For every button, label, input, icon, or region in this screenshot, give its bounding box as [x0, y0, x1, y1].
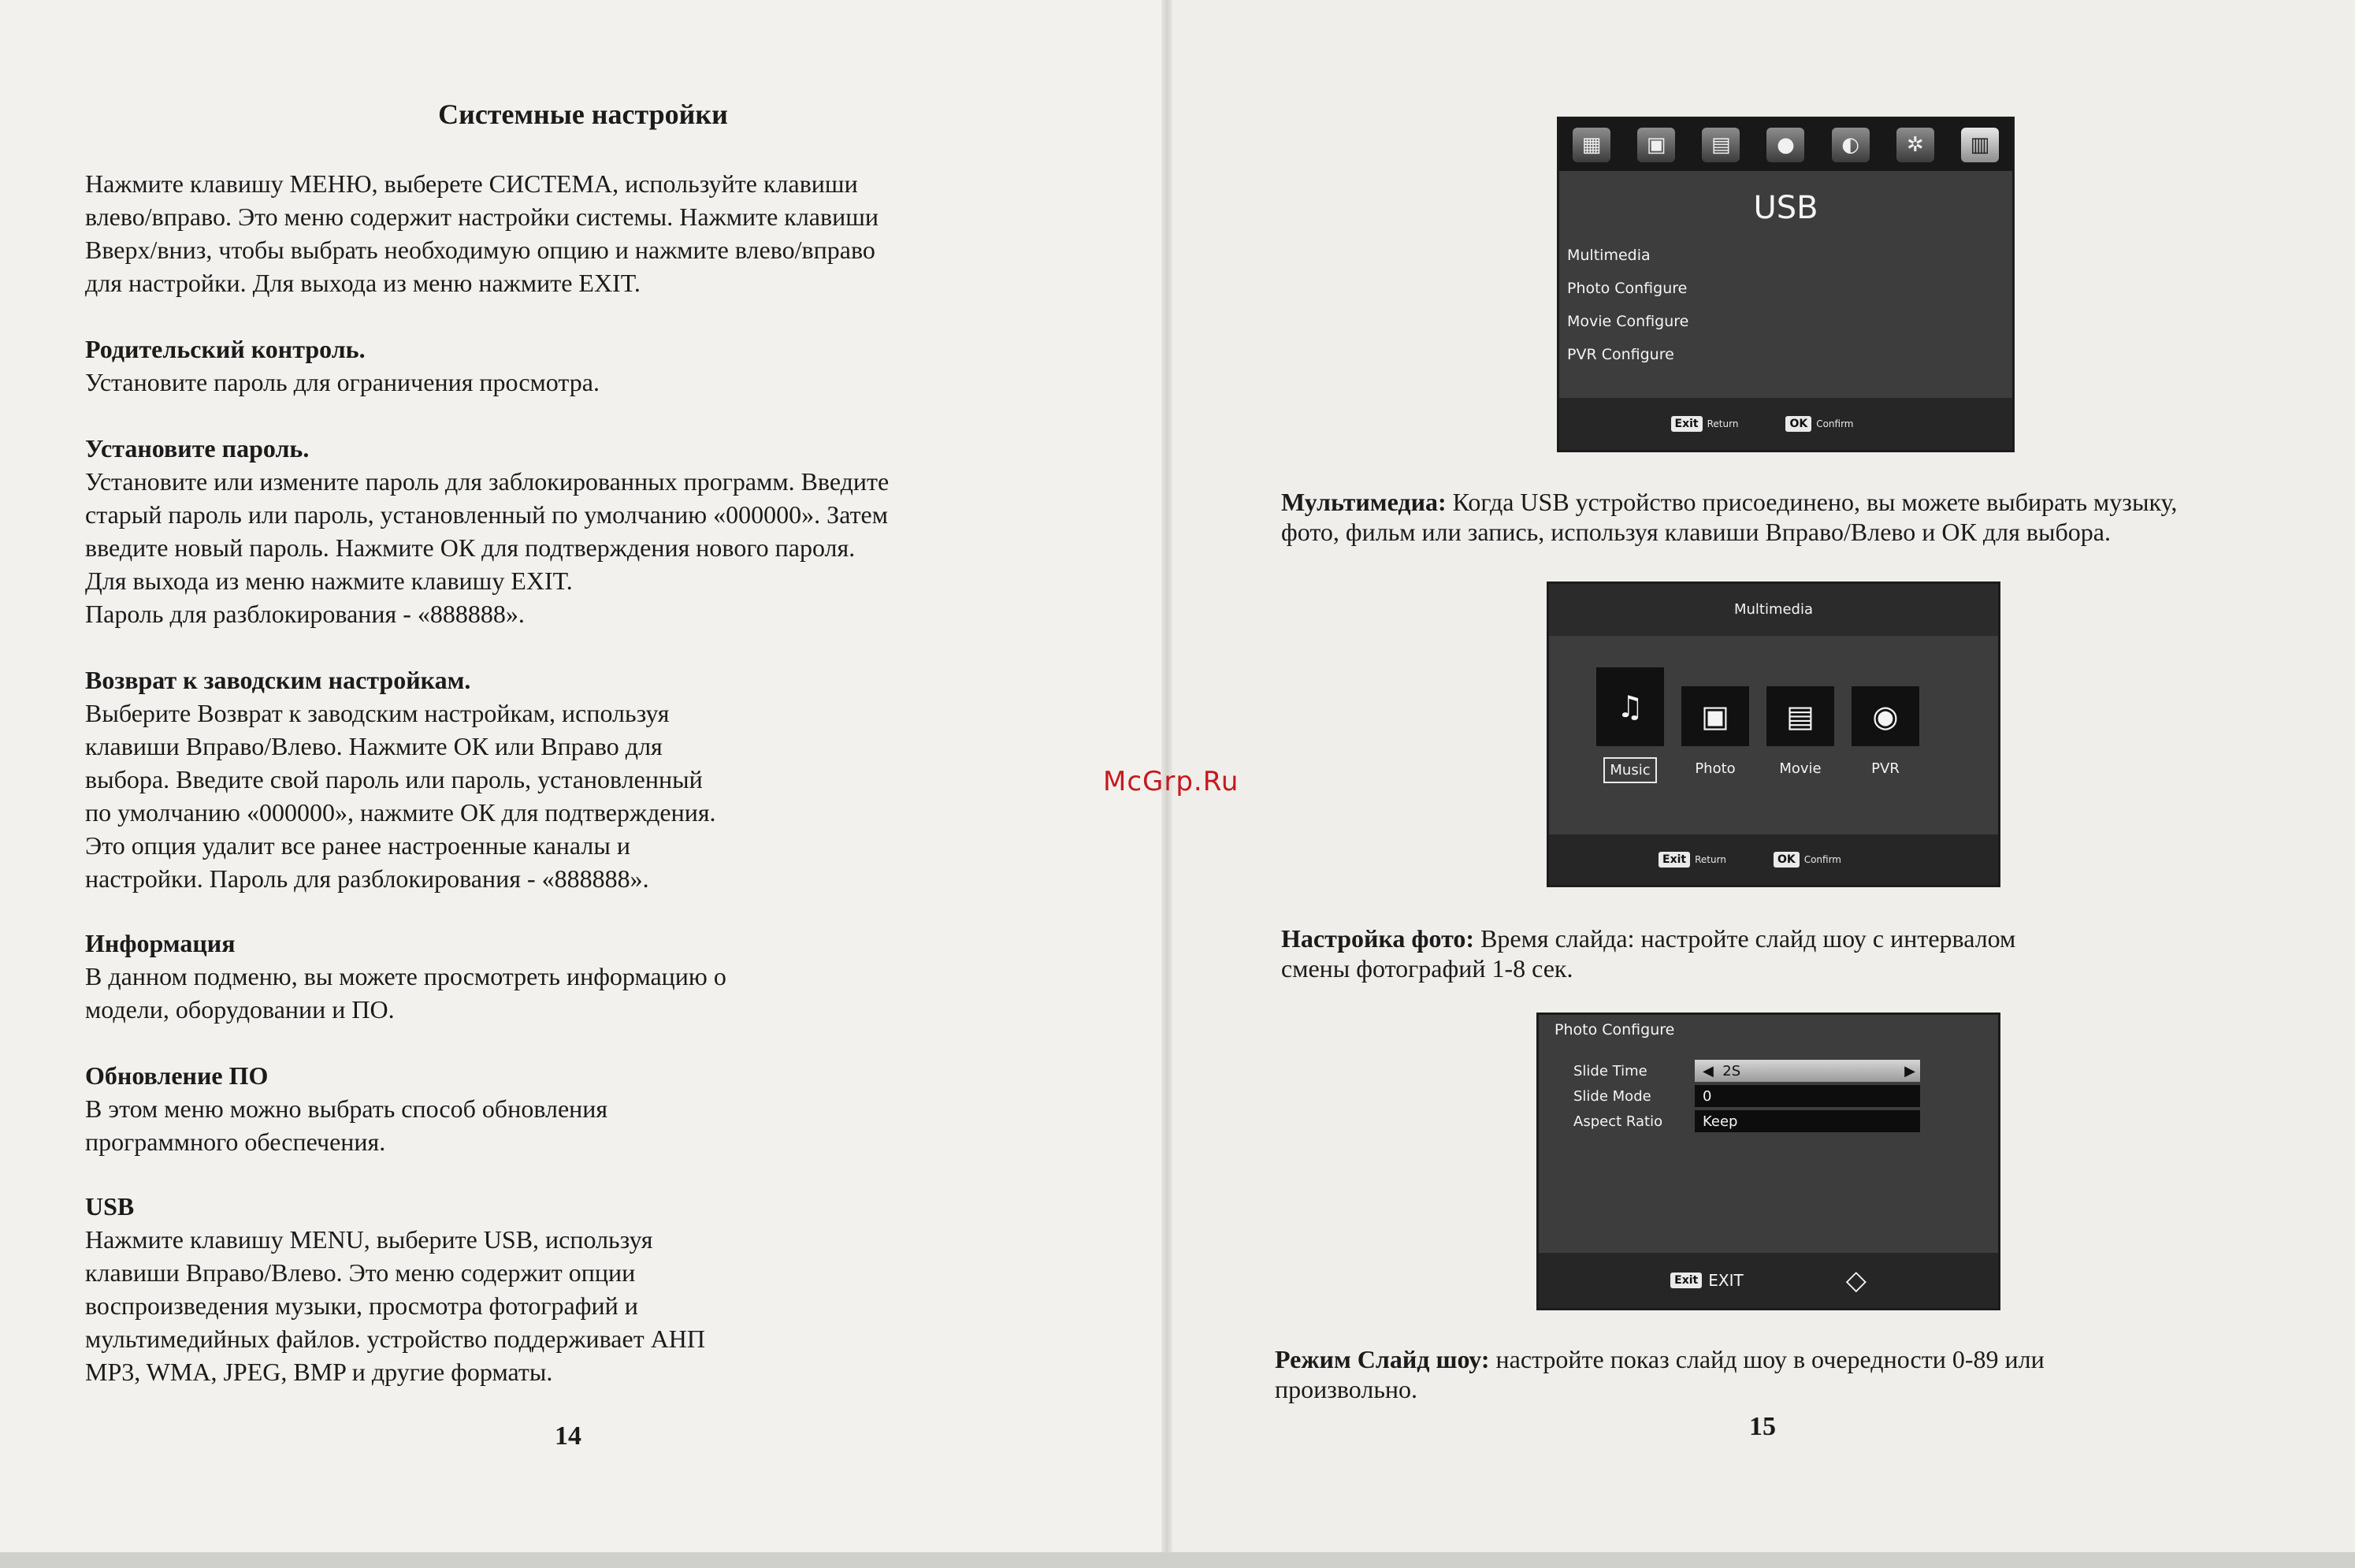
exit-key: Exit [1670, 1273, 1702, 1288]
return-label: Return [1695, 854, 1726, 865]
photo-config-label: Настройка фото: [1281, 924, 1475, 953]
usb-screen-footer [1559, 398, 2012, 450]
section-heading: Обновление ПО [85, 1061, 269, 1090]
multimedia-label: Мультимедиа: [1281, 488, 1447, 516]
setting-row-slide-mode [1573, 1083, 1920, 1109]
photo-screen-footer [1539, 1253, 1998, 1308]
photo-configure-title: Photo Configure [1555, 1021, 1675, 1039]
usb-menu-screenshot [1557, 117, 2015, 452]
section-text: Установите пароль для ограничения просмотра. [85, 368, 600, 396]
section-usb [85, 1190, 1101, 1388]
section-information [85, 927, 1101, 1026]
multimedia-title: Multimedia [1549, 584, 1998, 636]
usb-heading: USB [1753, 190, 1818, 226]
scan-edge [0, 1552, 2355, 1568]
movie-icon: ▤ [1766, 686, 1834, 746]
photo-configure-rows [1573, 1058, 1920, 1134]
arrow-right-icon: ▶ [1904, 1062, 1915, 1079]
section-heading: Информация [85, 929, 236, 957]
menu-item-movie-configure: Movie Configure [1567, 313, 1689, 330]
media-item-photo [1681, 686, 1749, 783]
menu-icon-bar [1559, 119, 2012, 171]
slideshow-paragraph [1275, 1344, 2299, 1404]
section-text: Нажмите клавишу MENU, выберите USB, используя клавиши Вправо/Влево. Это меню содержит опции воспроизведения музыки, просмотра фотографий и мультимедийных файлов. устройство поддерживает АНП MP3, WMA, JPEG, BMP и другие форматы. [85, 1225, 706, 1386]
setting-row-slide-time [1573, 1058, 1920, 1083]
time-icon: ◐ [1832, 128, 1870, 162]
media-label: Movie [1779, 760, 1822, 777]
multimedia-items [1596, 686, 1919, 783]
setting-label: Slide Mode [1573, 1087, 1651, 1105]
aspect-ratio-value: Keep [1703, 1113, 1738, 1130]
multimedia-paragraph [1281, 487, 2297, 547]
photo-config-text: Время слайда: настройте слайд шоу с интервалом смены фотографий 1-8 сек. [1281, 924, 2016, 983]
navigation-icon: ◇ [1845, 1265, 1867, 1296]
arrow-left-icon: ◀ [1703, 1062, 1714, 1079]
usb-menu-list [1567, 239, 1688, 371]
setting-value [1695, 1110, 1920, 1132]
multimedia-screenshot [1547, 581, 2000, 887]
menu-item-photo-configure: Photo Configure [1567, 280, 1688, 297]
music-icon: ♫ [1596, 667, 1664, 746]
section-text: Выберите Возврат к заводским настройкам, используя клавиши Вправо/Влево. Нажмите ОК или Вправо для выбора. Введите свой пароль или пароль, установленный по умолчанию «000000», нажмите ОК для подтверждения. Это опция удалит все ранее настроенные каналы и настройки. Пароль для разблокирования - «888888». [85, 699, 716, 893]
section-text: В этом меню можно выбрать способ обновления программного обеспечения. [85, 1094, 608, 1156]
photo-icon: ▣ [1681, 686, 1749, 746]
section-heading: Возврат к заводским настройкам. [85, 666, 471, 694]
section-software-update [85, 1059, 1101, 1158]
image-icon: ▣ [1637, 128, 1675, 162]
exit-label: EXIT [1708, 1271, 1744, 1290]
confirm-label: Confirm [1816, 418, 1854, 429]
picture-icon: ▦ [1573, 128, 1610, 162]
section-heading: Родительский контроль. [85, 335, 366, 363]
return-label: Return [1707, 418, 1739, 429]
watermark: McGrp.Ru [1103, 766, 1239, 797]
photo-configure-screenshot [1536, 1013, 2000, 1310]
slideshow-text: настройте показ слайд шоу в очередности 0-89 или произвольно. [1275, 1345, 2045, 1403]
usb-icon: ▥ [1961, 128, 1999, 162]
left-page [0, 0, 1166, 1568]
exit-key: Exit [1671, 416, 1703, 432]
ok-key: OK [1774, 852, 1800, 868]
media-label: Photo [1695, 760, 1736, 777]
media-label: PVR [1871, 760, 1900, 777]
setting-label: Slide Time [1573, 1062, 1647, 1079]
section-heading: Установите пароль. [85, 434, 310, 463]
setting-value [1695, 1060, 1920, 1082]
section-parental-control [85, 333, 1101, 399]
slide-mode-value: 0 [1703, 1087, 1712, 1105]
media-item-music [1596, 686, 1664, 783]
media-item-movie [1766, 686, 1834, 783]
multimedia-text: Когда USB устройство присоединено, вы можете выбирать музыку, фото, фильм или запись, используя клавиши Вправо/Влево и ОК для выбора. [1281, 488, 2178, 546]
section-set-password [85, 432, 1101, 630]
settings-icon: ✲ [1896, 128, 1934, 162]
setting-value [1695, 1085, 1920, 1107]
intro-text: Нажмите клавишу МЕНЮ, выберете СИСТЕМА, используйте клавиши влево/вправо. Это меню содержит настройки системы. Нажмите клавиши Вверх/вниз, чтобы выбрать необходимую опцию и нажмите влево/вправо для настройки. Для выхода из меню нажмите EXIT. [85, 169, 878, 297]
menu-item-multimedia: Multimedia [1567, 247, 1651, 264]
channel-icon: ▤ [1702, 128, 1740, 162]
pvr-icon: ◉ [1852, 686, 1919, 746]
setting-label: Aspect Ratio [1573, 1113, 1663, 1130]
page-title: Системные настройки [438, 98, 728, 130]
media-item-pvr [1852, 686, 1919, 783]
ok-key: OK [1785, 416, 1811, 432]
media-label: Music [1603, 757, 1656, 783]
menu-item-pvr-configure: PVR Configure [1567, 346, 1674, 363]
multimedia-screen-footer [1549, 834, 1998, 885]
exit-key: Exit [1659, 852, 1690, 868]
page-number: 14 [555, 1421, 581, 1451]
slideshow-label: Режим Слайд шоу: [1275, 1345, 1490, 1373]
section-text: Установите или измените пароль для заблокированных программ. Введите старый пароль или пароль, установленный по умолчанию «000000». Затем введите новый пароль. Нажмите ОК для подтверждения нового пароля. Для выхода из меню нажмите клавишу EXIT. Пароль для разблокирования - «888888». [85, 467, 890, 628]
confirm-label: Confirm [1803, 854, 1841, 865]
section-heading: USB [85, 1192, 135, 1221]
slide-time-value: 2S [1722, 1062, 1741, 1079]
setting-row-aspect-ratio [1573, 1109, 1920, 1134]
section-factory-reset [85, 663, 1101, 895]
page-number: 15 [1749, 1412, 1776, 1441]
intro-paragraph [85, 167, 1101, 299]
photo-config-paragraph [1281, 923, 2297, 983]
section-text: В данном подменю, вы можете просмотреть информацию о модели, оборудовании и ПО. [85, 962, 726, 1024]
globe-icon: ● [1766, 128, 1804, 162]
